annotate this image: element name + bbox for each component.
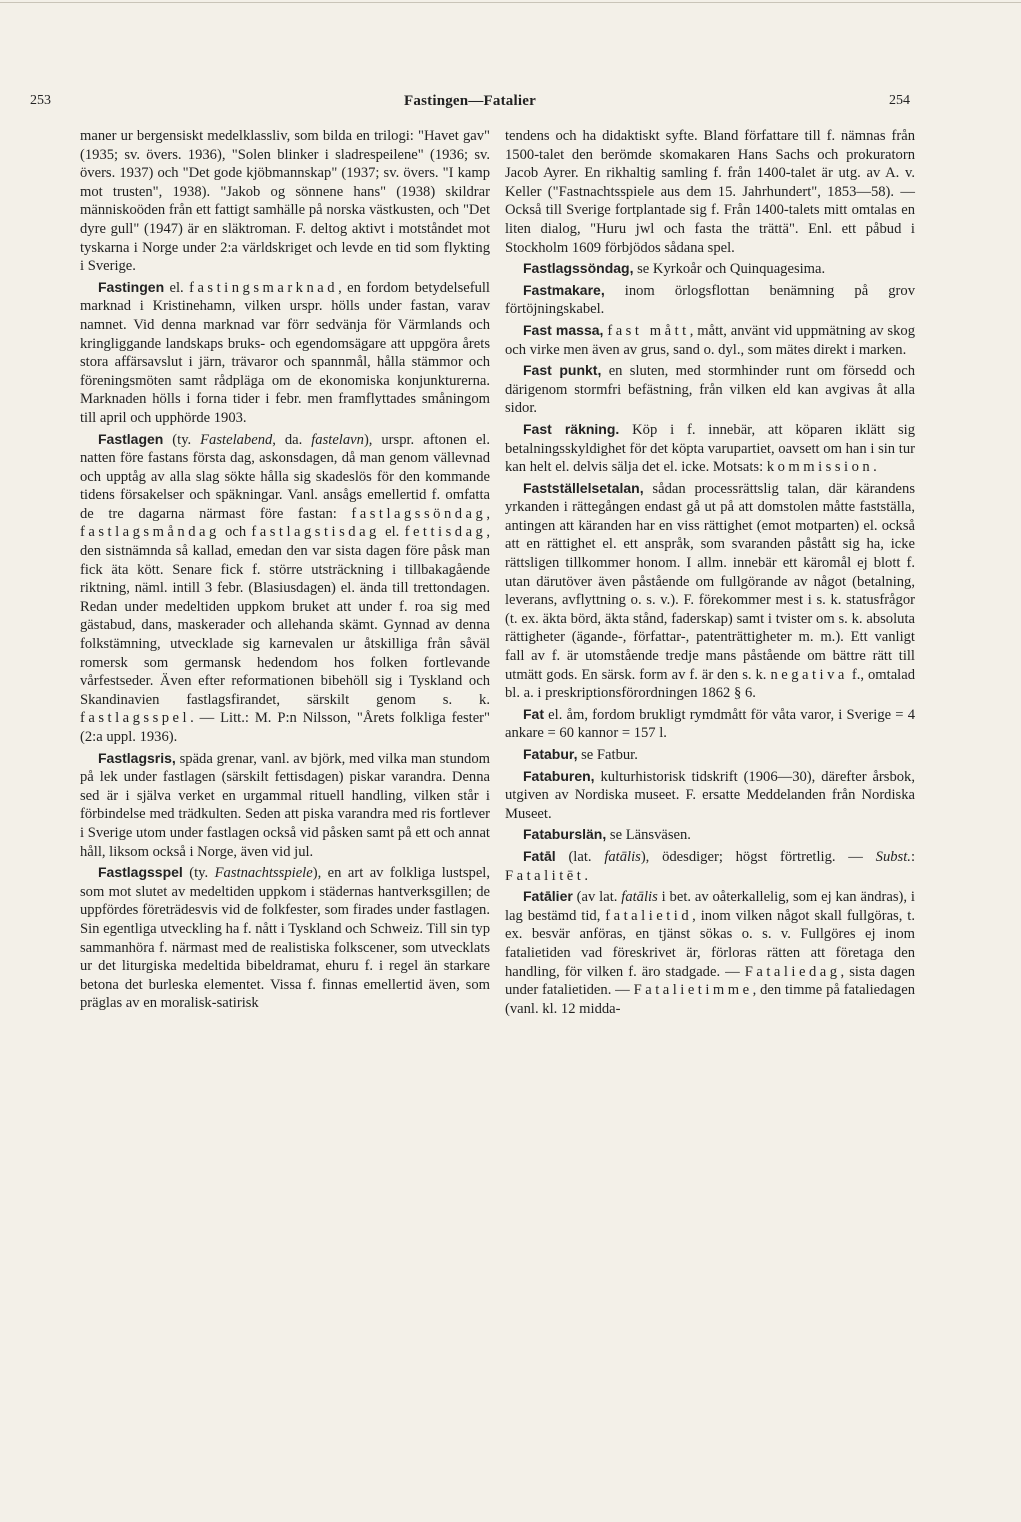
headword: Fatāl bbox=[523, 847, 556, 864]
text: en sluten, med stormhinder runt om försedd och därigenom stormfri befästning, från vilken eld kan avgivas åt alla sidor. bbox=[505, 363, 915, 417]
spaced-term: fastlagstisdag bbox=[251, 524, 380, 541]
text: ), ödesdiger; högst förtretlig. — bbox=[640, 848, 876, 865]
text: , inom vilken något skall fullgöras, t. ex. besvär anföras, en tjänst sökas o. s. v. Fullgöres ej inom fatalietiden vad föreskrivet är, förloras rätten att företaga den handling, för vilken f. äro stadgade. — bbox=[505, 907, 916, 980]
text: se Fatbur. bbox=[577, 747, 638, 763]
left-page-number: 253 bbox=[30, 93, 51, 108]
headword: Fatabur, bbox=[523, 746, 578, 762]
entry-fast-rakning bbox=[505, 420, 915, 477]
text: el. bbox=[379, 524, 405, 541]
text: se Länsväsen. bbox=[606, 827, 691, 844]
text: inom örlogsflottan benämning på grov förtöjningskabel. bbox=[505, 282, 915, 318]
spaced-term: fast mått bbox=[607, 322, 690, 339]
entry-continuation bbox=[505, 127, 915, 257]
text: tendens och ha didaktiskt syfte. Bland författare till f. nämnas från 1500-talet den berömde skomakaren Hans Sachs och prokuratorn Jacob Ayrer. En rikhaltig samling f. från 1400-talet är utg. av A. v. Keller ("Fastnachtsspiele aus dem 15. Jahrhundert", 1853—58). — Också till Sverige fortplantade sig f. Från 1400-talets mitt omtalas en liten dialog, "Huru jwl och fasta the trättä". Enl. ett påbud i Stockholm 1609 förbjödos sådana spel. bbox=[505, 128, 915, 256]
headword: Fastlagssöndag, bbox=[523, 260, 634, 277]
text: späda grenar, vanl. av björk, med vilka man stundom på lek under fastlagen (särskilt fettisdagen) piskar varandra. Denna sed är i själva verket en urgammal rituell handling, vilken står i förbindelse med trädkulten. Seden att piska varandra med ris fortlever i Sverige utom under fastlagen också vid påsken samt på ett och annat håll, liksom också i Norge, även vid jul. bbox=[80, 750, 490, 860]
entry-fastlagen bbox=[80, 430, 490, 747]
text: . — Litt.: M. P:n Nilsson, "Årets folkliga fester" (2:a uppl. 1936). bbox=[80, 710, 490, 745]
text: i bet. av oåterkallelig, som ej kan ändras), i lag bestämd tid, bbox=[505, 889, 915, 924]
text: sådan processrättslig talan, där kärandens yrkanden i rättegången endast gå ut på att domstolen måtte fastställa, antingen att käranden har en viss rättighet (emot motparten) el. också att en rättighet el. ett anspråk, som svaranden påstått sig ha, icke rättsligen tillkommer honom. I allm. innebär ett käromål ej blott f. utan därutöver även påstående om fullgörande av något (betalning, leverans, avflyttning o. s. v.). F. förekommer mest i s. k. statusfrågor (t. ex. äkta börd, äkta stånd, faderskap) samt i tvister om s. k. absoluta rättigheter (ägande-, författar-, patenträttigheter m. m.). Ett vanligt fall av f. är utomstående tredje mans påstående om bättre rätt till utmätt gods. En särsk. form av f. är den s. k. bbox=[505, 480, 915, 683]
text: el. bbox=[164, 279, 190, 296]
headword: Fast punkt, bbox=[523, 362, 602, 379]
entry-fatalier bbox=[505, 887, 915, 1018]
text: och bbox=[219, 524, 252, 541]
text: ), en art av folkliga lustspel, som mot slutet av medeltiden uppkom i städernas hantverksgillen; de uppfördes företrädesvis vid de folkfester, som firades under fastlagen. Sin egentliga utveckling ha f. nått i Tyskland och Schweiz. Till sin typ sammanhöra f. närmast med de realistiska folkscener, som utvecklats ur det liturgiska medeltida bibeldramat, ehuru f. i regel än starkare betona det burleska elementet. Vissa f. finnas emellertid även, som präglas av en moralisk-satirisk bbox=[80, 865, 490, 1012]
text: ), urspr. aftonen el. natten före fastans första dag, askonsdagen, då man genom vällevnad och upptåg av alla slag sökte hålla sig skadeslös för den kommande tidens försakelser och späkningar. Vanl. ansågs emellertid f. omfatta de tre dagarna närmast före fastan: bbox=[80, 431, 491, 522]
entry-fastmakare bbox=[505, 281, 915, 319]
italic-term: Fastnachtsspiele bbox=[214, 865, 313, 882]
text: el. åm, fordom brukligt rymdmått för våta varor, i Sverige = 4 ankare = 60 kannor = 157 l. bbox=[505, 706, 915, 742]
entry-faststallelsetalan bbox=[505, 479, 915, 703]
top-edge-line bbox=[0, 2, 1021, 3]
entry-fastlagsspel bbox=[80, 863, 490, 1013]
text: : bbox=[910, 848, 915, 865]
text: (lat. bbox=[555, 848, 605, 865]
spaced-term: Fataliedag bbox=[744, 963, 841, 980]
italic-term: fatālis bbox=[604, 848, 641, 865]
text: f., omtalad bl. a. i preskriptionsförordningen 1862 § 6. bbox=[505, 666, 915, 702]
entry-continuation bbox=[80, 127, 490, 276]
running-title: Fastingen—Fatalier bbox=[404, 93, 536, 109]
entry-fastlagsris bbox=[80, 749, 490, 862]
headword: Fast massa, bbox=[523, 321, 604, 338]
entry-fat bbox=[505, 705, 915, 743]
entry-fastlagssondag bbox=[505, 259, 915, 279]
headword: Fastingen bbox=[98, 278, 165, 295]
spaced-term: fastlagsmåndag bbox=[80, 524, 220, 541]
spaced-term: fastlagssöndag bbox=[351, 505, 487, 522]
headword: Fastmakare, bbox=[523, 281, 605, 298]
page-header bbox=[30, 93, 910, 117]
headword: Fataburslän, bbox=[523, 826, 607, 843]
text: kulturhistorisk tidskrift (1906—30), därefter årsbok, utgiven av Nordiska museet. F. ersatte Meddelanden från Nordiska Museet. bbox=[505, 768, 915, 822]
text: , sista dagen under fatalietiden. — bbox=[505, 963, 915, 999]
headword: Fast räkning. bbox=[523, 420, 620, 437]
text: , en fordom betydelsefull marknad i Kristinehamn, vilken urspr. hölls under fastan, varav namnet. Vid denna marknad var förr sedvänja för Värmlands och kringliggande landskaps bruks- och egendomsägare att uppgöra årets stora affärsavslut i järn, trävaror och spannmål, hålla stämmor och föreningsmöten samt rådpläga om de ekonomiska konjunkturerna. Marknaden hölls i forna tider i febr. men framflyttades småningom till april och upphörde 1903. bbox=[80, 279, 490, 426]
text: Köp i f. innebär, att köparen iklätt sig betalningsskyldighet för det köpta varupartiet, oavsett om han i sin tur kan helt el. delvis sälja det el. icke. Motsats: bbox=[505, 421, 915, 476]
entry-fast-punkt bbox=[505, 361, 915, 418]
italic-term: Subst. bbox=[875, 848, 911, 865]
headword: Fataburen, bbox=[523, 767, 595, 784]
spaced-term: negativa bbox=[770, 666, 848, 683]
entry-fatabur bbox=[505, 745, 915, 765]
spaced-term: kommission bbox=[766, 459, 874, 476]
italic-term: Fastelabend bbox=[200, 431, 273, 448]
right-page-number: 254 bbox=[889, 93, 910, 108]
spaced-term: Fatalitēt bbox=[505, 867, 585, 884]
text: maner ur bergensiskt medelklassliv, som bilda en trilogi: "Havet gav" (1935; sv. övers. 1936), "Solen blinker i sladrespeilene" (1936; sv. övers. 1937) och "Det gode kjöbmannskap" (1937; sv. övers. "I kamp mot trusten", 1938). "Jakob og sönnene hans" (1938) skildrar människoöden från ett fattigt samhälle på norska västkusten, och "Det dyre gull" (1947) är en släktroman. F. deltog aktivt i motståndet mot tyskarna i Norge under 2:a världskriget och levde en tid som flykting i Sverige. bbox=[80, 128, 490, 275]
text: , bbox=[486, 505, 490, 522]
headword: Fastlagsspel bbox=[98, 864, 183, 881]
headword: Fatālier bbox=[523, 888, 573, 905]
entry-fastingen bbox=[80, 278, 490, 428]
text: . bbox=[584, 867, 588, 884]
right-column bbox=[505, 127, 915, 1020]
spaced-term: fastingsmarknad bbox=[189, 279, 339, 296]
spaced-term: fettisdag bbox=[404, 524, 487, 541]
headword: Fastlagen bbox=[98, 430, 164, 447]
text: , den sistnämnda så kallad, emedan den var sista dagen före påsk man fick äta kött. Senare fick f. större utsträckning i tillbakagående riktning, näml. intill 3 febr. (Blasiusdagen) el. ända till trettondagen. Redan under medeltiden uppkom bruket att under f. roa sig med gästabud, dans, maskerader och allehanda skämt. Gynnad av denna folkstämning, utvecklade sig karnevalen ur åtskilliga från såväl romersk som germansk hedendom hos folken fortlevande vårfestseder. Även efter reformationen bibehöll sig i Tyskland och Skandinavien fastlagsfirandet, särskilt genom s. k. bbox=[80, 524, 491, 708]
spaced-term: fatalietid bbox=[605, 907, 693, 924]
headword: Fastlagsris, bbox=[98, 749, 176, 766]
spaced-term: Fatalietimme bbox=[633, 982, 753, 999]
text: , da. bbox=[272, 431, 312, 448]
entry-fataburen bbox=[505, 767, 915, 824]
entry-fataburslan bbox=[505, 825, 915, 845]
text: , mått, använt vid uppmätning av skog och virke men även av grus, sand o. dyl., som mätes direkt i marken. bbox=[505, 322, 915, 358]
text: (av lat. bbox=[572, 889, 622, 906]
italic-term: fastelavn bbox=[311, 431, 364, 448]
text: (ty. bbox=[163, 431, 201, 448]
headword: Fastställelsetalan, bbox=[523, 479, 644, 496]
entry-fatal bbox=[505, 847, 915, 885]
text: se Kyrkoår och Quinquagesima. bbox=[633, 261, 826, 278]
left-column bbox=[80, 127, 490, 1015]
text: (ty. bbox=[182, 865, 215, 882]
spaced-term: fastlagsspel bbox=[80, 710, 191, 727]
text: , den timme på fataliedagen (vanl. kl. 12 midda- bbox=[505, 982, 915, 1017]
italic-term: fatālis bbox=[621, 889, 658, 906]
text: . bbox=[873, 459, 877, 476]
entry-fast-massa bbox=[505, 321, 915, 359]
headword: Fat bbox=[523, 705, 544, 722]
